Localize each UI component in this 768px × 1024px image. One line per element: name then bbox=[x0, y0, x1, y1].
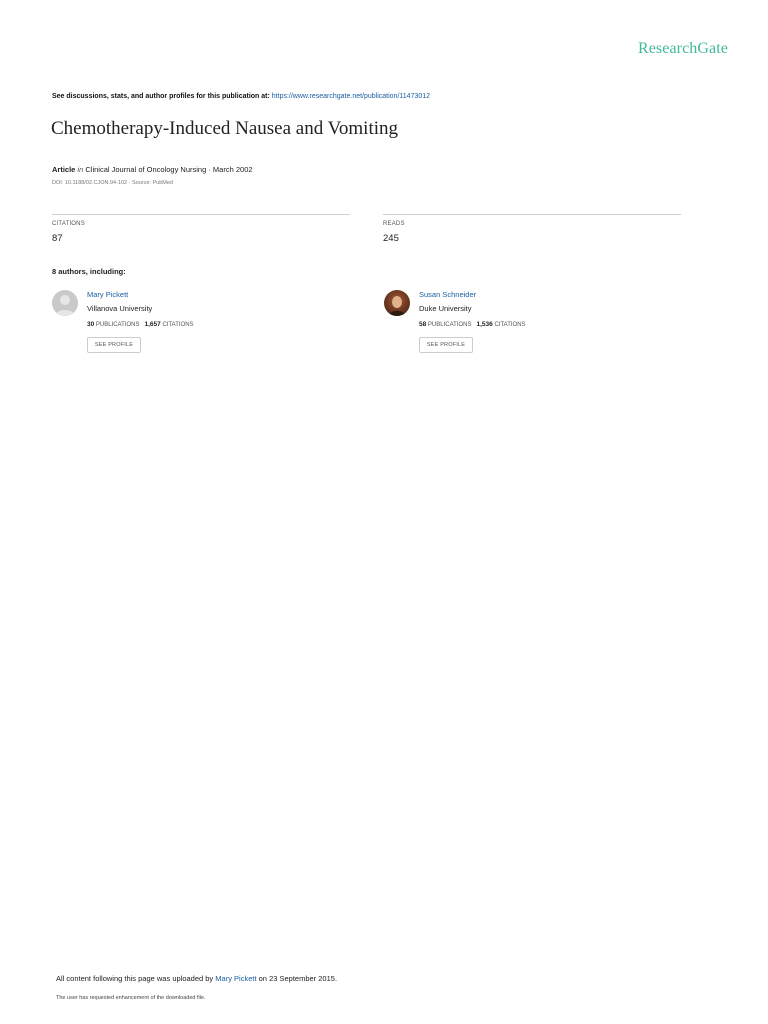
publication-meta bbox=[52, 165, 253, 174]
uploader-link[interactable]: Mary Pickett bbox=[215, 974, 257, 983]
citations-count: 1,657 bbox=[144, 321, 161, 328]
avatar-placeholder[interactable] bbox=[52, 290, 78, 316]
citations-label: CITATIONS bbox=[162, 322, 194, 328]
researchgate-logo[interactable]: ResearchGate bbox=[637, 40, 728, 57]
reads-divider bbox=[383, 214, 681, 215]
citations-divider bbox=[52, 214, 350, 215]
author-institution: Villanova University bbox=[87, 304, 153, 313]
article-type: Article bbox=[52, 165, 76, 174]
citations-value: 87 bbox=[52, 233, 63, 244]
publication-link[interactable]: https://www.researchgate.net/publication/11473012 bbox=[271, 93, 431, 100]
citations-label: CITATIONS bbox=[494, 322, 526, 328]
upload-notice bbox=[56, 974, 337, 983]
intro-line bbox=[52, 93, 430, 100]
authors-heading: 8 authors, including: bbox=[52, 267, 126, 276]
upload-suffix: on 23 September 2015. bbox=[258, 974, 338, 983]
publications-count: 58 bbox=[419, 321, 427, 328]
upload-prefix: All content following this page was uploaded by bbox=[56, 974, 214, 983]
publications-count: 30 bbox=[87, 321, 95, 328]
publications-label: PUBLICATIONS bbox=[95, 322, 140, 328]
author-name-link[interactable]: Mary Pickett bbox=[87, 290, 129, 299]
see-profile-button[interactable]: SEE PROFILE bbox=[419, 337, 473, 353]
doi-source: DOI: 10.1188/02.CJON.94-102 · Source: PubMed bbox=[52, 180, 173, 186]
author-photo[interactable] bbox=[384, 290, 410, 316]
user-silhouette-icon bbox=[52, 290, 78, 316]
enhancement-note: The user has requested enhancement of the downloaded file. bbox=[56, 995, 206, 1001]
author-name-link[interactable]: Susan Schneider bbox=[419, 290, 477, 299]
publications-label: PUBLICATIONS bbox=[427, 322, 472, 328]
intro-text: See discussions, stats, and author profiles for this publication at: bbox=[52, 93, 270, 100]
journal-date: Clinical Journal of Oncology Nursing · March 2002 bbox=[85, 165, 253, 174]
publication-title: Chemotherapy-Induced Nausea and Vomiting bbox=[51, 118, 399, 139]
author-portrait-icon bbox=[384, 290, 410, 316]
author-stats bbox=[419, 321, 526, 328]
citations-label: CITATIONS bbox=[52, 221, 85, 227]
reads-value: 245 bbox=[383, 233, 399, 244]
citations-count: 1,536 bbox=[476, 321, 493, 328]
author-institution: Duke University bbox=[419, 304, 472, 313]
author-stats bbox=[87, 321, 194, 328]
reads-label: READS bbox=[383, 221, 405, 227]
in-word: in bbox=[77, 165, 84, 174]
see-profile-button[interactable]: SEE PROFILE bbox=[87, 337, 141, 353]
